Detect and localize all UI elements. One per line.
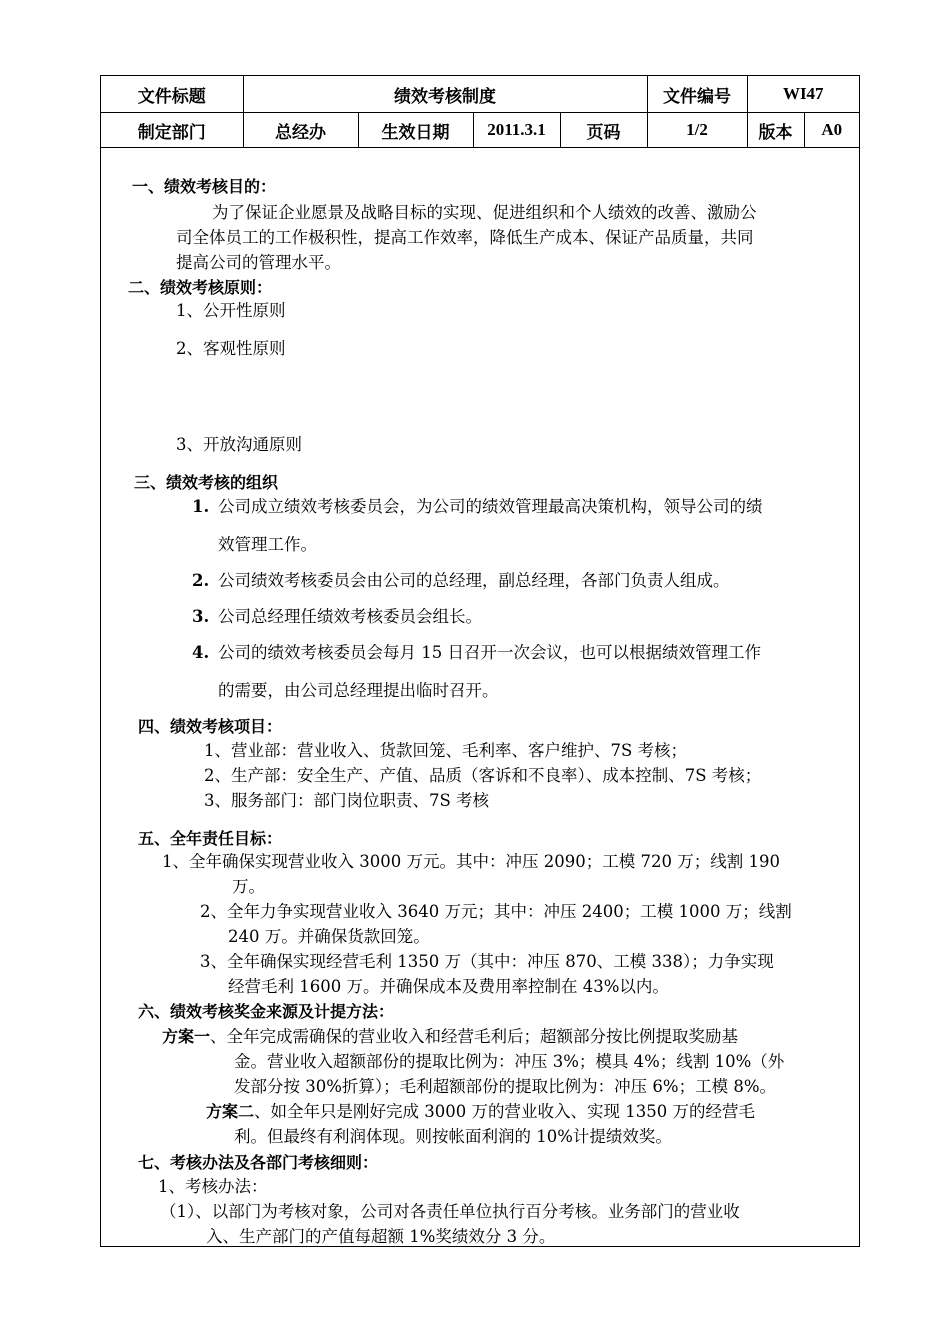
section-2-heading: 二、绩效考核原则： bbox=[128, 278, 273, 297]
section-4-heading: 四、绩效考核项目： bbox=[138, 717, 283, 736]
section-7-heading: 七、考核办法及各部门考核细则： bbox=[138, 1153, 379, 1172]
section-3-heading: 三、绩效考核的组织 bbox=[134, 473, 279, 492]
section-2-item-1: 1、公开性原则 bbox=[176, 301, 286, 320]
section-3-item-1 bbox=[192, 496, 763, 518]
section-3-item-4 bbox=[192, 642, 761, 664]
plan-1-label: 方案一 bbox=[162, 1027, 211, 1046]
item-number: 2. bbox=[192, 571, 210, 590]
item-text: 公司绩效考核委员会由公司的总经理，副总经理，各部门负责人组成。 bbox=[218, 571, 730, 590]
item-number: 1. bbox=[192, 497, 210, 516]
page-value: 1/2 bbox=[647, 113, 747, 148]
version-value: A0 bbox=[804, 113, 859, 148]
plan-2-line-2: 利。但最终有利润体现。则按帐面利润的 10%计提绩效奖。 bbox=[234, 1127, 672, 1146]
plan-1-line-2: 金。营业收入超额部份的提取比例为：冲压 3%；模具 4%；线割 10%（外 bbox=[234, 1052, 785, 1071]
dept-value: 总经办 bbox=[243, 113, 358, 148]
title-value: 绩效考核制度 bbox=[243, 76, 647, 113]
plan-2-line-1 bbox=[206, 1101, 755, 1123]
section-7-para-1-cont: 入、生产部门的产值每超额 1%奖绩效分 3 分。 bbox=[206, 1227, 556, 1246]
plan-2-text: 、如全年只是刚好完成 3000 万的营业收入、实现 1350 万的经营毛 bbox=[254, 1102, 755, 1121]
document-header-table bbox=[101, 76, 859, 148]
section-3-item-2 bbox=[192, 570, 730, 592]
item-number: 3. bbox=[192, 607, 210, 626]
date-label: 生效日期 bbox=[358, 113, 473, 148]
item-number: 4. bbox=[192, 643, 210, 662]
section-3-item-3 bbox=[192, 606, 482, 628]
version-label: 版本 bbox=[747, 113, 804, 148]
plan-2-label: 方案二 bbox=[206, 1102, 255, 1121]
item-text: 公司成立绩效考核委员会，为公司的绩效管理最高决策机构，领导公司的绩 bbox=[218, 497, 763, 516]
section-4-item-1: 1、营业部：营业收入、货款回笼、毛利率、客户维护、7S 考核； bbox=[204, 741, 688, 760]
section-4-item-3: 3、服务部门：部门岗位职责、7S 考核 bbox=[204, 791, 490, 810]
section-5-item-2-cont: 240 万。并确保货款回笼。 bbox=[228, 927, 430, 946]
section-5-item-1-cont: 万。 bbox=[232, 877, 265, 896]
page-label: 页码 bbox=[560, 113, 647, 148]
item-text: 公司的绩效考核委员会每月 15 日召开一次会议，也可以根据绩效管理工作 bbox=[218, 643, 761, 662]
section-1-line-1: 为了保证企业愿景及战略目标的实现、促进组织和个人绩效的改善、激励公 bbox=[212, 203, 757, 222]
date-value: 2011.3.1 bbox=[473, 113, 560, 148]
section-1-heading: 一、绩效考核目的： bbox=[132, 177, 277, 196]
title-label: 文件标题 bbox=[101, 76, 243, 113]
item-text: 公司总经理任绩效考核委员会组长。 bbox=[218, 607, 482, 626]
plan-1-line-1 bbox=[162, 1026, 738, 1048]
section-5-item-2: 2、全年力争实现营业收入 3640 万元；其中：冲压 2400；工模 1000 万；线割 bbox=[200, 902, 792, 921]
plan-1-line-3: 发部分按 30%折算）；毛利超额部份的提取比例为：冲压 6%；工模 8%。 bbox=[234, 1077, 777, 1096]
section-6-heading: 六、绩效考核奖金来源及计提方法： bbox=[138, 1002, 395, 1021]
section-7-item-1: 1、考核办法： bbox=[158, 1177, 268, 1196]
plan-1-text: 、全年完成需确保的营业收入和经营毛利后；超额部分按比例提取奖励基 bbox=[210, 1027, 739, 1046]
section-5-heading: 五、全年责任目标： bbox=[138, 829, 283, 848]
section-1-line-3: 提高公司的管理水平。 bbox=[176, 253, 341, 272]
section-5-item-3-cont: 经营毛利 1600 万。并确保成本及费用率控制在 43%以内。 bbox=[228, 977, 669, 996]
docno-label: 文件编号 bbox=[647, 76, 747, 113]
dept-label: 制定部门 bbox=[101, 113, 243, 148]
section-1-line-2: 司全体员工的工作极积性，提高工作效率，降低生产成本、保证产品质量，共同 bbox=[176, 228, 754, 247]
section-2-item-3: 3、开放沟通原则 bbox=[176, 435, 302, 454]
section-5-item-3: 3、全年确保实现经营毛利 1350 万（其中：冲压 870、工模 338）；力争实现 bbox=[200, 952, 774, 971]
section-2-item-2: 2、客观性原则 bbox=[176, 339, 286, 358]
section-3-item-1-cont: 效管理工作。 bbox=[218, 535, 317, 554]
section-4-item-2: 2、生产部：安全生产、产值、品质（客诉和不良率）、成本控制、7S 考核； bbox=[204, 766, 762, 785]
section-5-item-1: 1、全年确保实现营业收入 3000 万元。其中：冲压 2090；工模 720 万；线割 190 bbox=[162, 852, 780, 871]
section-7-para-1: （1）、以部门为考核对象，公司对各责任单位执行百分考核。业务部门的营业收 bbox=[160, 1202, 740, 1221]
docno-value: WI47 bbox=[747, 76, 859, 113]
section-3-item-4-cont: 的需要，由公司总经理提出临时召开。 bbox=[218, 681, 499, 700]
